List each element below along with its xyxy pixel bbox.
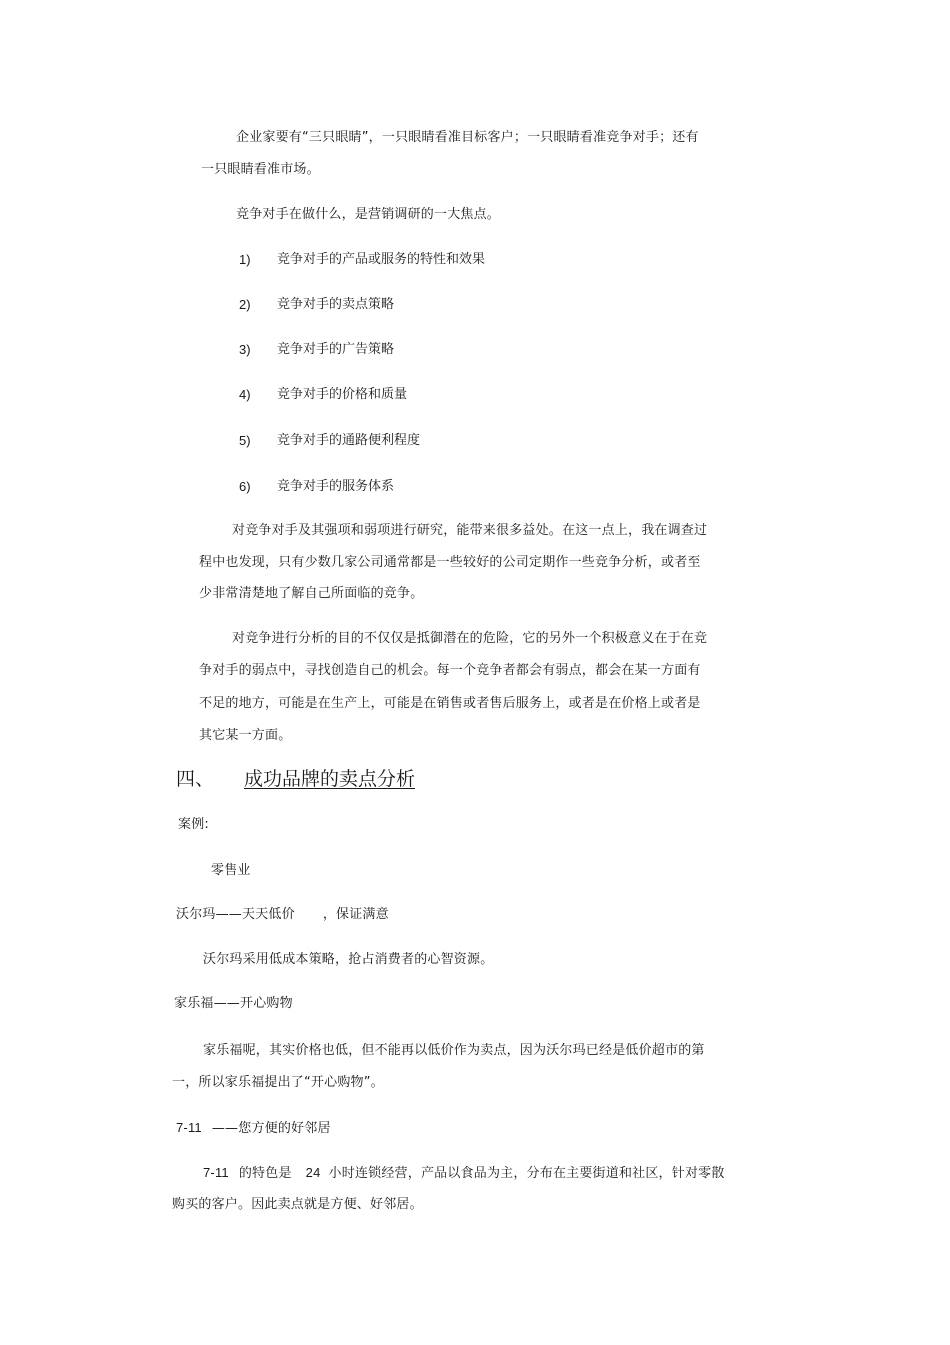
list-text: 竞争对手的通路便利程度 bbox=[277, 433, 421, 448]
seven-eleven-hours: 24 bbox=[305, 1165, 321, 1180]
walmart-title-slogan: ，保证满意 bbox=[322, 907, 389, 922]
seven-eleven-title-slogan: ——您方便的好邻居 bbox=[211, 1121, 331, 1136]
para1-line-1: 对竞争对手及其强项和弱项进行研究，能带来很多益处。在这一点上，我在调查过 bbox=[232, 523, 708, 538]
seven-eleven-desc-line-2: 购买的客户。因此卖点就是方便、好邻居。 bbox=[172, 1197, 423, 1212]
list-number: 4) bbox=[239, 387, 251, 402]
list-text: 竞争对手的卖点策略 bbox=[277, 297, 395, 312]
list-number: 3) bbox=[239, 342, 251, 357]
list-number: 1) bbox=[239, 252, 251, 267]
intro-line-2: 一只眼睛看准市场。 bbox=[201, 162, 320, 177]
seven-eleven-desc-b: 小时连锁经营，产品以食品为主，分布在主要街道和社区，针对零散 bbox=[328, 1166, 725, 1181]
carrefour-desc-line-1: 家乐福呢，其实价格也低，但不能再以低价作为卖点，因为沃尔玛已经是低价超市的第 bbox=[203, 1043, 705, 1058]
para2-line-4: 其它某一方面。 bbox=[199, 728, 292, 743]
seven-eleven-title-brand: 7-11 bbox=[176, 1120, 202, 1135]
carrefour-desc-line-2: 一，所以家乐福提出了“开心购物”。 bbox=[172, 1075, 384, 1090]
carrefour-title: 家乐福——开心购物 bbox=[174, 996, 293, 1011]
list-text: 竞争对手的产品或服务的特性和效果 bbox=[277, 252, 486, 267]
section-number: 四、 bbox=[176, 768, 215, 790]
list-text: 竞争对手的广告策略 bbox=[277, 342, 395, 357]
list-text: 竞争对手的价格和质量 bbox=[277, 387, 408, 402]
list-text: 竞争对手的服务体系 bbox=[277, 479, 395, 494]
para1-line-2: 程中也发现，只有少数几家公司通常都是一些较好的公司定期作一些竞争分析，或者至 bbox=[199, 555, 701, 570]
list-number: 2) bbox=[239, 297, 251, 312]
intro-line-1: 企业家要有“三只眼睛”，一只眼睛看准目标客户；一只眼睛看准竞争对手；还有 bbox=[236, 130, 699, 145]
para1-line-3: 少非常清楚地了解自己所面临的竞争。 bbox=[199, 586, 424, 601]
case-label: 案例: bbox=[178, 817, 209, 832]
seven-eleven-title bbox=[176, 1119, 331, 1138]
walmart-title bbox=[176, 906, 389, 924]
para2-line-1: 对竞争进行分析的目的不仅仅是抵御潜在的危险，它的另外一个积极意义在于在竞 bbox=[232, 631, 708, 646]
list-number: 5) bbox=[239, 433, 251, 448]
seven-eleven-desc-line-1 bbox=[203, 1164, 725, 1183]
walmart-title-main: 沃尔玛——天天低价 bbox=[176, 907, 295, 922]
seven-eleven-brand: 7-11 bbox=[203, 1165, 229, 1180]
seven-eleven-desc-a: 的特色是 bbox=[238, 1166, 292, 1181]
section-title: 成功品牌的卖点分析 bbox=[244, 768, 416, 790]
case-industry: 零售业 bbox=[211, 863, 251, 878]
para2-line-3: 不足的地方，可能是在生产上，可能是在销售或者售后服务上，或者是在价格上或者是 bbox=[199, 696, 701, 711]
intro-line-3: 竞争对手在做什么，是营销调研的一大焦点。 bbox=[236, 207, 501, 222]
para2-line-2: 争对手的弱点中，寻找创造自己的机会。每一个竞争者都会有弱点，都会在某一方面有 bbox=[199, 663, 701, 678]
walmart-description: 沃尔玛采用低成本策略，抢占消费者的心智资源。 bbox=[203, 952, 494, 967]
list-number: 6) bbox=[239, 479, 251, 494]
